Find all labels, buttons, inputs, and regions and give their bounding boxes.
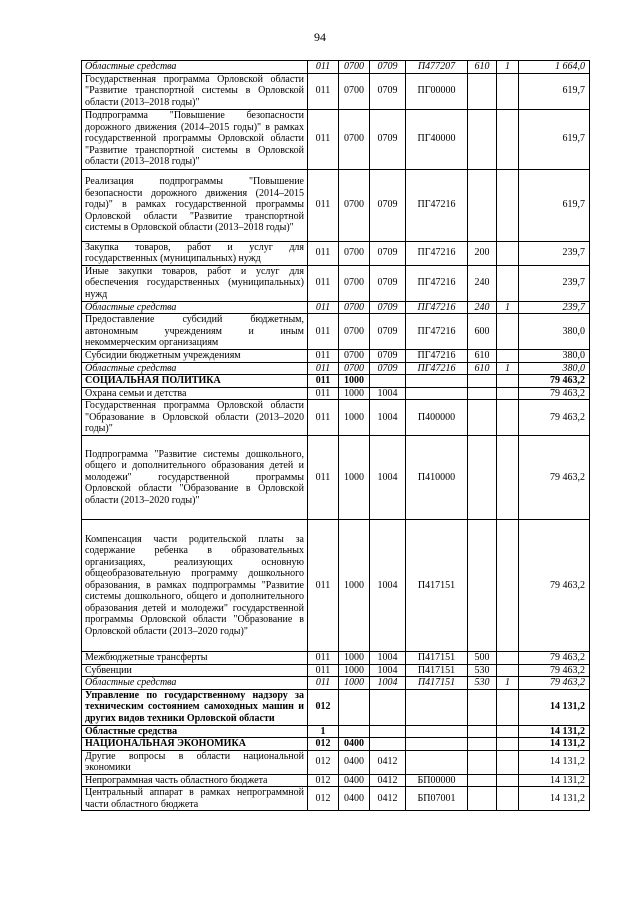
- funding-source-code: [497, 387, 519, 400]
- row-name: Управление по государственному надзору за техническим состоянием самоходных машин и других видов техники Орловской области: [82, 689, 308, 725]
- row-amount: 79 463,2: [519, 400, 590, 436]
- row-name: НАЦИОНАЛЬНАЯ ЭКОНОМИКА: [82, 738, 308, 751]
- table-row: [82, 750, 590, 774]
- section-code: 0700: [339, 350, 370, 363]
- funding-source-code: 1: [497, 677, 519, 690]
- target-article-code: [406, 750, 468, 774]
- table-row: [82, 241, 590, 265]
- subsection-code: 0709: [370, 241, 406, 265]
- grbs-code: 011: [308, 520, 339, 652]
- target-article-code: П477207: [406, 61, 468, 74]
- funding-source-code: [497, 664, 519, 677]
- row-amount: 380,0: [519, 350, 590, 363]
- row-amount: 239,7: [519, 301, 590, 314]
- section-code: 0700: [339, 241, 370, 265]
- table-row: [82, 774, 590, 787]
- funding-source-code: [497, 73, 519, 109]
- expense-type-code: [468, 774, 497, 787]
- target-article-code: П400000: [406, 400, 468, 436]
- funding-source-code: [497, 109, 519, 169]
- target-article-code: [406, 689, 468, 725]
- section-code: 1000: [339, 520, 370, 652]
- funding-source-code: [497, 350, 519, 363]
- target-article-code: ПГ00000: [406, 73, 468, 109]
- grbs-code: 011: [308, 375, 339, 388]
- table-row: [82, 61, 590, 74]
- table-row: [82, 689, 590, 725]
- grbs-code: 011: [308, 652, 339, 665]
- row-amount: 79 463,2: [519, 652, 590, 665]
- grbs-code: 012: [308, 787, 339, 811]
- row-amount: 79 463,2: [519, 375, 590, 388]
- subsection-code: 1004: [370, 520, 406, 652]
- row-amount: 380,0: [519, 314, 590, 350]
- target-article-code: БП07001: [406, 787, 468, 811]
- target-article-code: ПГ40000: [406, 109, 468, 169]
- row-name: Субсидии бюджетным учреждениям: [82, 350, 308, 363]
- expense-type-code: [468, 725, 497, 738]
- subsection-code: [370, 689, 406, 725]
- row-amount: 79 463,2: [519, 664, 590, 677]
- row-amount: 14 131,2: [519, 787, 590, 811]
- subsection-code: 0709: [370, 73, 406, 109]
- row-name: Областные средства: [82, 725, 308, 738]
- funding-source-code: [497, 652, 519, 665]
- row-amount: 619,7: [519, 109, 590, 169]
- target-article-code: [406, 725, 468, 738]
- subsection-code: [370, 738, 406, 751]
- subsection-code: 0412: [370, 750, 406, 774]
- table-row: [82, 652, 590, 665]
- subsection-code: 0709: [370, 301, 406, 314]
- target-article-code: [406, 387, 468, 400]
- row-name: Государственная программа Орловской области "Образование в Орловской области (2013–2020 годы)": [82, 400, 308, 436]
- row-amount: 14 131,2: [519, 738, 590, 751]
- grbs-code: 012: [308, 750, 339, 774]
- section-code: 0700: [339, 61, 370, 74]
- expense-type-code: [468, 109, 497, 169]
- section-code: 1000: [339, 436, 370, 520]
- row-name: Закупка товаров, работ и услуг для государственных (муниципальных) нужд: [82, 241, 308, 265]
- budget-table-body: [82, 61, 590, 811]
- table-row: [82, 301, 590, 314]
- section-code: 0400: [339, 750, 370, 774]
- section-code: [339, 725, 370, 738]
- table-row: [82, 664, 590, 677]
- subsection-code: 1004: [370, 400, 406, 436]
- subsection-code: 0709: [370, 265, 406, 301]
- table-row: [82, 725, 590, 738]
- funding-source-code: 1: [497, 301, 519, 314]
- subsection-code: [370, 375, 406, 388]
- subsection-code: 0709: [370, 362, 406, 375]
- target-article-code: П417151: [406, 652, 468, 665]
- expense-type-code: 240: [468, 301, 497, 314]
- funding-source-code: [497, 400, 519, 436]
- funding-source-code: [497, 169, 519, 241]
- expense-type-code: [468, 738, 497, 751]
- grbs-code: 011: [308, 169, 339, 241]
- grbs-code: 012: [308, 689, 339, 725]
- expense-type-code: [468, 436, 497, 520]
- target-article-code: П417151: [406, 520, 468, 652]
- subsection-code: 1004: [370, 387, 406, 400]
- expense-type-code: [468, 520, 497, 652]
- section-code: 0700: [339, 109, 370, 169]
- section-code: 1000: [339, 375, 370, 388]
- grbs-code: 011: [308, 109, 339, 169]
- expense-type-code: [468, 169, 497, 241]
- table-row: [82, 738, 590, 751]
- row-amount: 619,7: [519, 73, 590, 109]
- row-amount: 619,7: [519, 169, 590, 241]
- section-code: 1000: [339, 664, 370, 677]
- subsection-code: 0709: [370, 109, 406, 169]
- expense-type-code: [468, 787, 497, 811]
- funding-source-code: [497, 314, 519, 350]
- expense-type-code: [468, 689, 497, 725]
- subsection-code: 0412: [370, 787, 406, 811]
- expense-type-code: [468, 73, 497, 109]
- target-article-code: БП00000: [406, 774, 468, 787]
- row-name: Подпрограмма "Повышение безопасности дорожного движения (2014–2015 годы)" в рамках государственной программы Орловской области "Развитие транспортной системы в Орловской области (2013–2018 годы)": [82, 109, 308, 169]
- row-name: Центральный аппарат в рамках непрограммной части областного бюджета: [82, 787, 308, 811]
- table-row: [82, 169, 590, 241]
- section-code: 0700: [339, 265, 370, 301]
- target-article-code: ПГ47216: [406, 350, 468, 363]
- funding-source-code: [497, 375, 519, 388]
- funding-source-code: [497, 750, 519, 774]
- subsection-code: 1004: [370, 652, 406, 665]
- table-row: [82, 314, 590, 350]
- target-article-code: ПГ47216: [406, 241, 468, 265]
- table-row: [82, 520, 590, 652]
- row-name: Областные средства: [82, 677, 308, 690]
- grbs-code: 011: [308, 301, 339, 314]
- funding-source-code: [497, 774, 519, 787]
- subsection-code: 0709: [370, 61, 406, 74]
- row-name: Непрограммная часть областного бюджета: [82, 774, 308, 787]
- section-code: 0700: [339, 73, 370, 109]
- expense-type-code: 610: [468, 61, 497, 74]
- expense-type-code: [468, 387, 497, 400]
- row-name: СОЦИАЛЬНАЯ ПОЛИТИКА: [82, 375, 308, 388]
- funding-source-code: [497, 241, 519, 265]
- expense-type-code: [468, 400, 497, 436]
- expense-type-code: 600: [468, 314, 497, 350]
- section-code: 0700: [339, 169, 370, 241]
- subsection-code: [370, 725, 406, 738]
- table-row: [82, 362, 590, 375]
- grbs-code: 011: [308, 400, 339, 436]
- grbs-code: 1: [308, 725, 339, 738]
- target-article-code: ПГ47216: [406, 301, 468, 314]
- table-row: [82, 109, 590, 169]
- funding-source-code: [497, 725, 519, 738]
- funding-source-code: [497, 436, 519, 520]
- row-amount: 380,0: [519, 362, 590, 375]
- row-name: Предоставление субсидий бюджетным, автономным учреждениям и иным некоммерческим организациям: [82, 314, 308, 350]
- row-amount: 14 131,2: [519, 750, 590, 774]
- expense-type-code: [468, 375, 497, 388]
- grbs-code: 011: [308, 61, 339, 74]
- grbs-code: 012: [308, 738, 339, 751]
- section-code: 0400: [339, 787, 370, 811]
- table-row: [82, 375, 590, 388]
- table-row: [82, 436, 590, 520]
- expense-type-code: 240: [468, 265, 497, 301]
- funding-source-code: [497, 787, 519, 811]
- section-code: 0700: [339, 301, 370, 314]
- expense-type-code: [468, 750, 497, 774]
- grbs-code: 011: [308, 436, 339, 520]
- target-article-code: ПГ47216: [406, 265, 468, 301]
- grbs-code: 011: [308, 677, 339, 690]
- row-name: Охрана семьи и детства: [82, 387, 308, 400]
- row-name: Межбюджетные трансферты: [82, 652, 308, 665]
- row-name: Субвенции: [82, 664, 308, 677]
- target-article-code: П417151: [406, 677, 468, 690]
- subsection-code: 0412: [370, 774, 406, 787]
- table-row: [82, 350, 590, 363]
- section-code: 0700: [339, 314, 370, 350]
- row-amount: 14 131,2: [519, 725, 590, 738]
- row-name: Реализация подпрограммы "Повышение безопасности дорожного движения (2014–2015 годы)" в рамках государственной программы Орловской области "Развитие транспортной системы в Орловской области (2013–2018 годы)": [82, 169, 308, 241]
- funding-source-code: [497, 520, 519, 652]
- row-name: Областные средства: [82, 362, 308, 375]
- table-row: [82, 787, 590, 811]
- budget-table: [81, 60, 590, 811]
- expense-type-code: 610: [468, 362, 497, 375]
- grbs-code: 011: [308, 350, 339, 363]
- grbs-code: 011: [308, 73, 339, 109]
- funding-source-code: 1: [497, 61, 519, 74]
- subsection-code: 1004: [370, 677, 406, 690]
- row-name: Иные закупки товаров, работ и услуг для обеспечения государственных (муниципальных) нужд: [82, 265, 308, 301]
- section-code: 0400: [339, 738, 370, 751]
- section-code: 1000: [339, 677, 370, 690]
- section-code: 1000: [339, 387, 370, 400]
- expense-type-code: 500: [468, 652, 497, 665]
- subsection-code: 1004: [370, 436, 406, 520]
- target-article-code: П410000: [406, 436, 468, 520]
- row-amount: 79 463,2: [519, 387, 590, 400]
- row-amount: 239,7: [519, 241, 590, 265]
- grbs-code: 011: [308, 241, 339, 265]
- row-name: Другие вопросы в области национальной экономики: [82, 750, 308, 774]
- section-code: 1000: [339, 652, 370, 665]
- expense-type-code: 530: [468, 677, 497, 690]
- section-code: 1000: [339, 400, 370, 436]
- subsection-code: 1004: [370, 664, 406, 677]
- table-row: [82, 73, 590, 109]
- grbs-code: 011: [308, 362, 339, 375]
- row-name: Областные средства: [82, 301, 308, 314]
- table-row: [82, 677, 590, 690]
- row-amount: 14 131,2: [519, 774, 590, 787]
- funding-source-code: 1: [497, 362, 519, 375]
- row-amount: 1 664,0: [519, 61, 590, 74]
- target-article-code: ПГ47216: [406, 169, 468, 241]
- section-code: 0700: [339, 362, 370, 375]
- table-row: [82, 387, 590, 400]
- expense-type-code: 530: [468, 664, 497, 677]
- row-name: Государственная программа Орловской области "Развитие транспортной системы в Орловской области (2013–2018 годы)": [82, 73, 308, 109]
- row-name: Подпрограмма "Развитие системы дошкольного, общего и дополнительного образования детей и молодежи" государственной программы Орловской области "Образование в Орловской области (2013–2020 годы)": [82, 436, 308, 520]
- target-article-code: П417151: [406, 664, 468, 677]
- table-row: [82, 265, 590, 301]
- target-article-code: [406, 375, 468, 388]
- row-name: Компенсация части родительской платы за содержание ребенка в образовательных организациях, реализующих основную общеобразовательную программу дошкольного образования, в рамках подпрограммы "Развитие системы дошкольного, общего и дополнительного образования детей и молодежи" государственной программы Орловской области "Образование в Орловской области (2013–2020 годы)": [82, 520, 308, 652]
- grbs-code: 011: [308, 387, 339, 400]
- section-code: 0400: [339, 774, 370, 787]
- target-article-code: ПГ47216: [406, 362, 468, 375]
- subsection-code: 0709: [370, 169, 406, 241]
- table-row: [82, 400, 590, 436]
- expense-type-code: 610: [468, 350, 497, 363]
- funding-source-code: [497, 689, 519, 725]
- grbs-code: 011: [308, 314, 339, 350]
- subsection-code: 0709: [370, 314, 406, 350]
- row-amount: 239,7: [519, 265, 590, 301]
- funding-source-code: [497, 265, 519, 301]
- subsection-code: 0709: [370, 350, 406, 363]
- target-article-code: [406, 738, 468, 751]
- funding-source-code: [497, 738, 519, 751]
- grbs-code: 011: [308, 265, 339, 301]
- row-amount: 79 463,2: [519, 677, 590, 690]
- grbs-code: 011: [308, 664, 339, 677]
- expense-type-code: 200: [468, 241, 497, 265]
- section-code: [339, 689, 370, 725]
- row-amount: 79 463,2: [519, 520, 590, 652]
- target-article-code: ПГ47216: [406, 314, 468, 350]
- row-amount: 79 463,2: [519, 436, 590, 520]
- page-number: 94: [314, 30, 326, 44]
- row-name: Областные средства: [82, 61, 308, 74]
- grbs-code: 012: [308, 774, 339, 787]
- row-amount: 14 131,2: [519, 689, 590, 725]
